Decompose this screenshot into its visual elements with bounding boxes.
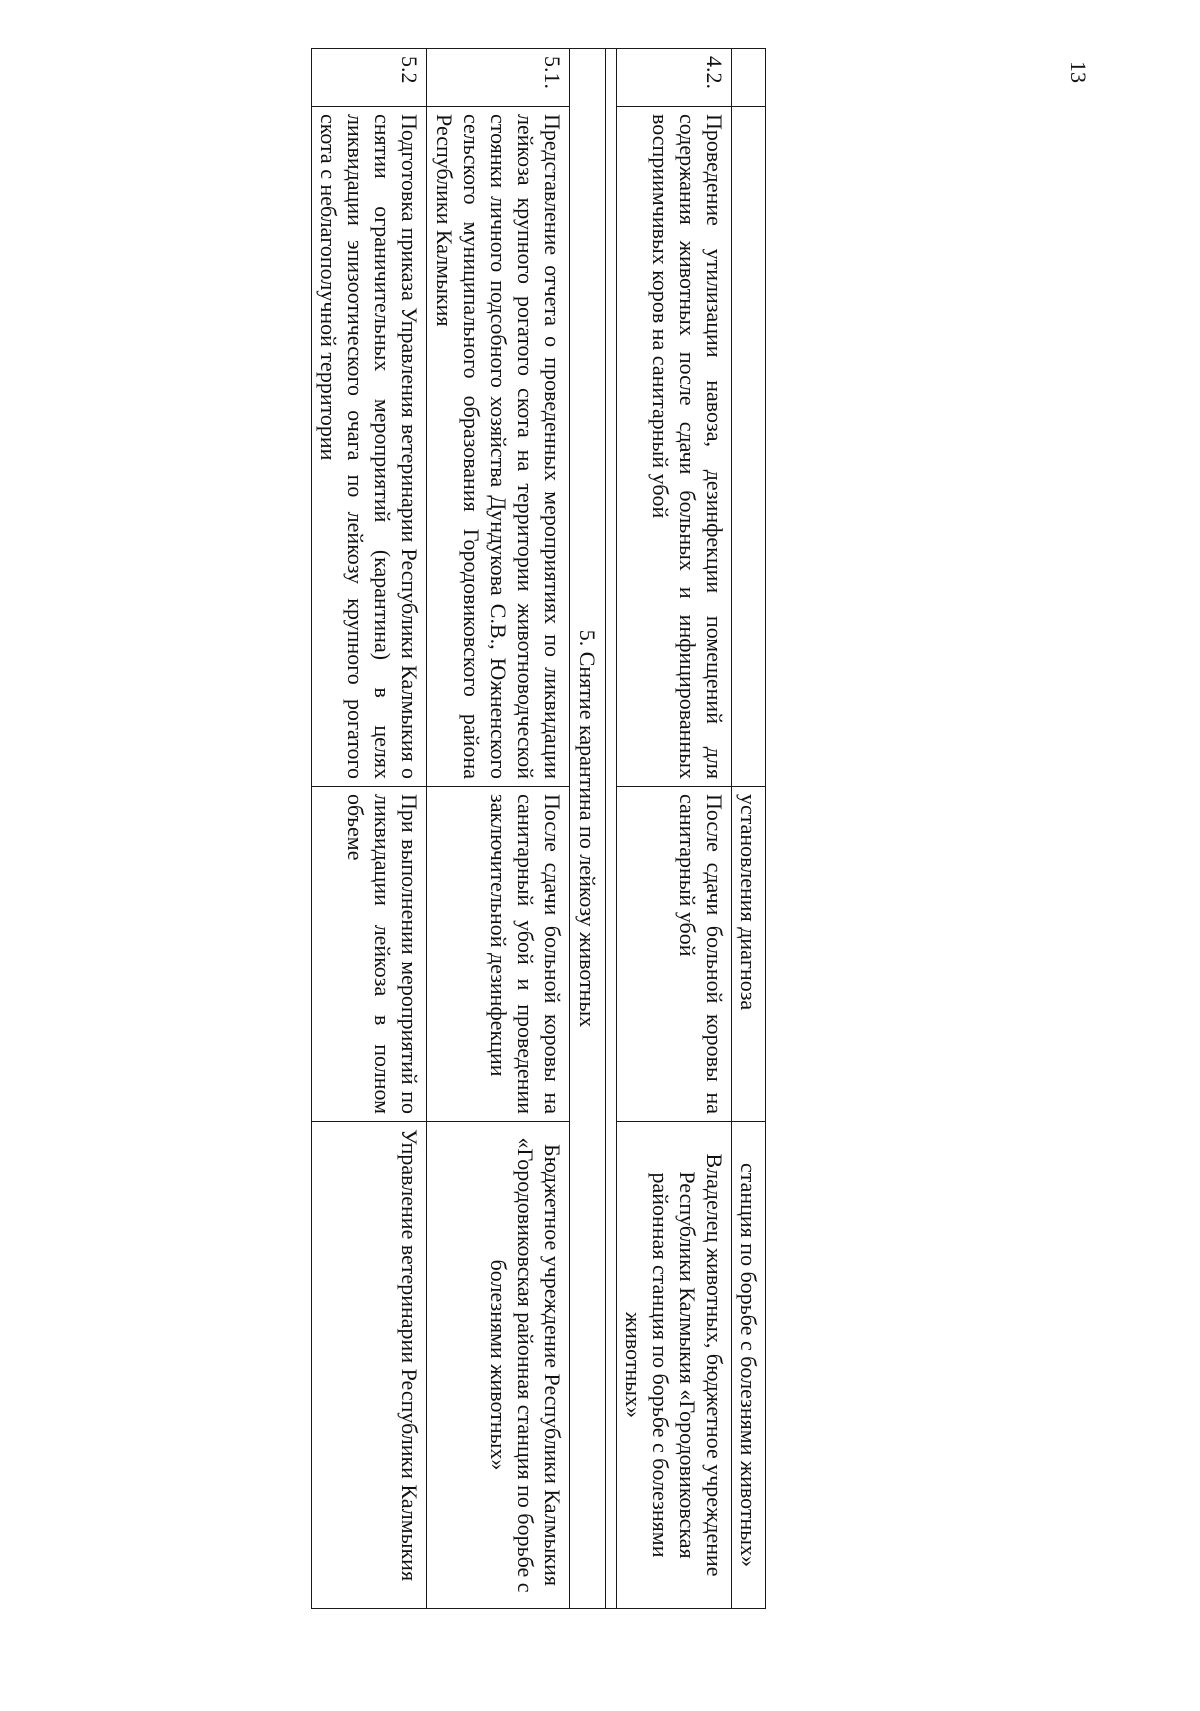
measures-table (311, 48, 766, 1609)
responsible-cell: Владелец животных, бюджетное учреждение Республики Калмыкия «Городовиковская районная станция по борьбе с болезнями животных» (616, 1122, 731, 1609)
table-spacer-row (605, 49, 616, 1609)
table-row-4-2 (616, 49, 731, 1609)
timing-cell: установления диагноза (731, 787, 765, 1122)
row-number-cell: 5.2 (312, 49, 427, 107)
page-number: 13 (1066, 61, 1091, 83)
table-row-5-1 (427, 49, 569, 1609)
timing-cell: После сдачи больной коровы на санитарный убой и проведении заключительной дезинфекции (427, 787, 569, 1122)
measure-cell: Проведение утилизации навоза, дезинфекции помещений для содержания животных после сдачи больных и инфицированных восприимчивых коров на санитарный убой (616, 107, 731, 787)
spacer-cell (605, 49, 616, 1609)
measure-cell: Представление отчета о проведенных мероприятиях по ликвидации лейкоза крупного рогатого скота на территории животноводческой стоянки личного подсобного хозяйства Дундукова С.В., Южненского сельского муниципального образования Городовиковского района Республики Калмыкия (427, 107, 569, 787)
section-5-title: 5. Снятие карантина по лейкозу животных (569, 49, 605, 1609)
row-number-cell: 4.2. (616, 49, 731, 107)
table-row-continued (731, 49, 765, 1609)
timing-cell: При выполнении мероприятий по ликвидации лейкоза в полном объеме (312, 787, 427, 1122)
section-heading-row (569, 49, 605, 1609)
table-row-5-2 (312, 49, 427, 1609)
row-number-cell (731, 49, 765, 107)
responsible-cell: Управление ветеринарии Республики Калмыкия (312, 1122, 427, 1609)
responsible-cell: Бюджетное учреждение Республики Калмыкия «Городовиковская районная станция по борьбе с болезнями животных» (427, 1122, 569, 1609)
timing-cell: После сдачи больной коровы на санитарный убой (616, 787, 731, 1122)
rotated-table-wrapper (116, 48, 766, 1608)
measure-cell (731, 107, 765, 787)
responsible-cell: станция по борьбе с болезнями животных» (731, 1122, 765, 1609)
measure-cell: Подготовка приказа Управления ветеринарии Республики Калмыкия о снятии ограничительных мероприятий (карантина) в целях ликвидации эпизоотического очага по лейкозу крупного рогатого скота с неблагополучной территории (312, 107, 427, 787)
row-number-cell: 5.1. (427, 49, 569, 107)
